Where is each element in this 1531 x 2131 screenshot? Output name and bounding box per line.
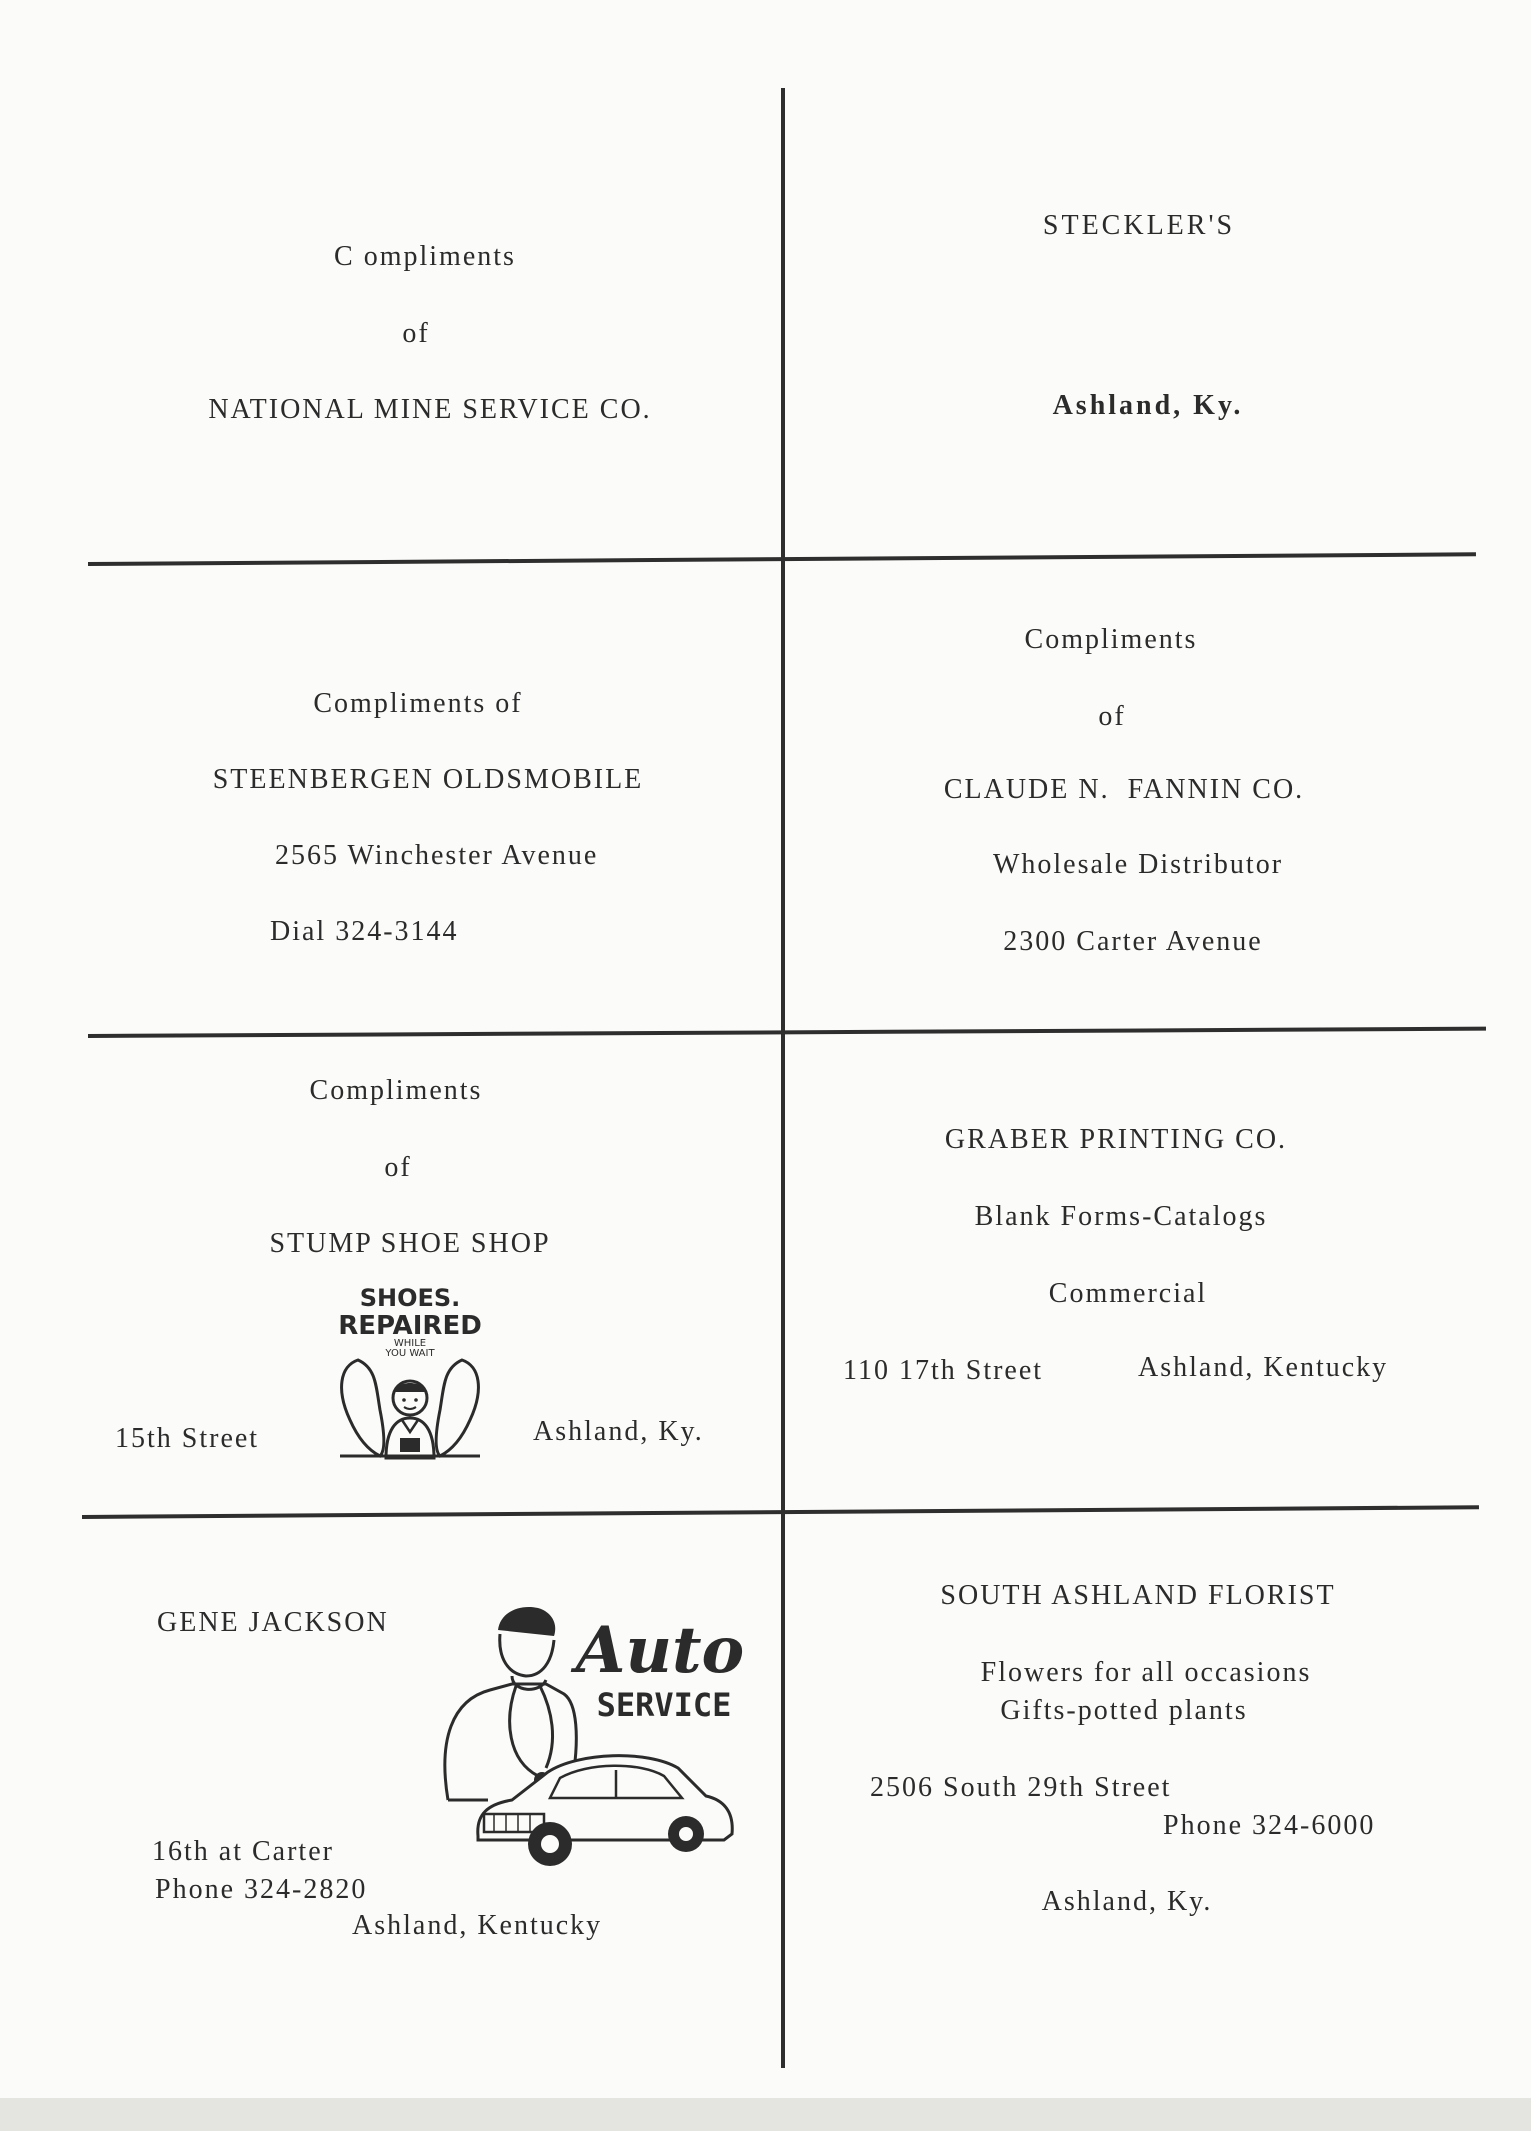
street-text: 15th Street bbox=[115, 1423, 260, 1454]
company-name: NATIONAL MINE SERVICE CO. bbox=[208, 394, 652, 425]
phone-text: Phone 324-6000 bbox=[1163, 1810, 1376, 1841]
auto-service-logo-icon bbox=[428, 1600, 748, 1870]
of-text: of bbox=[1098, 701, 1126, 732]
svg-text:REPAIRED: REPAIRED bbox=[338, 1311, 482, 1341]
city-text: Ashland, Kentucky bbox=[352, 1910, 603, 1941]
company-name: STECKLER'S bbox=[1042, 210, 1236, 241]
tagline-text: Wholesale Distributor bbox=[992, 849, 1284, 880]
address-text: 2300 Carter Avenue bbox=[1003, 926, 1263, 957]
horizontal-divider-2 bbox=[88, 1027, 1486, 1038]
city-text: Ashland, Ky. bbox=[1041, 1886, 1213, 1917]
of-text: of bbox=[384, 1152, 412, 1183]
services-text: Blank Forms-Catalogs bbox=[974, 1201, 1268, 1232]
address-text: 16th at Carter bbox=[152, 1836, 334, 1867]
street-text: 110 17th Street bbox=[843, 1355, 1044, 1386]
city-text: Ashland, Kentucky bbox=[1138, 1352, 1389, 1383]
address-text: 2565 Winchester Avenue bbox=[275, 840, 599, 871]
svg-text:SERVICE: SERVICE bbox=[596, 1686, 732, 1724]
svg-text:YOU WAIT: YOU WAIT bbox=[385, 1348, 435, 1359]
address-text: 2506 South 29th Street bbox=[870, 1772, 1172, 1803]
svg-text:SHOES.: SHOES. bbox=[359, 1284, 461, 1312]
gifts-text: Gifts-potted plants bbox=[1000, 1695, 1248, 1726]
flowers-text: Flowers for all occasions bbox=[980, 1657, 1312, 1688]
company-name: CLAUDE N. FANNIN CO. bbox=[943, 774, 1305, 805]
svg-text:Auto: Auto bbox=[575, 1613, 745, 1688]
city-text: Ashland, Ky. bbox=[533, 1416, 704, 1447]
company-name: SOUTH ASHLAND FLORIST bbox=[940, 1580, 1336, 1611]
company-name: GRABER PRINTING CO. bbox=[944, 1124, 1288, 1155]
company-name: GENE JACKSON bbox=[157, 1607, 389, 1638]
city-text: Ashland, Ky. bbox=[1052, 390, 1244, 421]
shoe-repair-logo-icon bbox=[320, 1280, 500, 1465]
page-bottom-edge bbox=[0, 2098, 1531, 2131]
of-text: of bbox=[402, 318, 430, 349]
commercial-text: Commercial bbox=[1048, 1278, 1208, 1309]
company-name: STUMP SHOE SHOP bbox=[269, 1228, 551, 1259]
phone-text: Phone 324-2820 bbox=[155, 1874, 368, 1905]
company-name: STEENBERGEN OLDSMOBILE bbox=[212, 764, 644, 795]
vertical-divider bbox=[781, 88, 785, 2068]
compliments-text: C ompliments bbox=[334, 241, 516, 272]
compliments-text: Compliments bbox=[309, 1075, 483, 1106]
phone-text: Dial 324-3144 bbox=[270, 916, 459, 947]
svg-text:WHILE: WHILE bbox=[393, 1338, 427, 1349]
compliments-text: Compliments of bbox=[313, 688, 523, 719]
compliments-text: Compliments bbox=[1024, 624, 1198, 655]
